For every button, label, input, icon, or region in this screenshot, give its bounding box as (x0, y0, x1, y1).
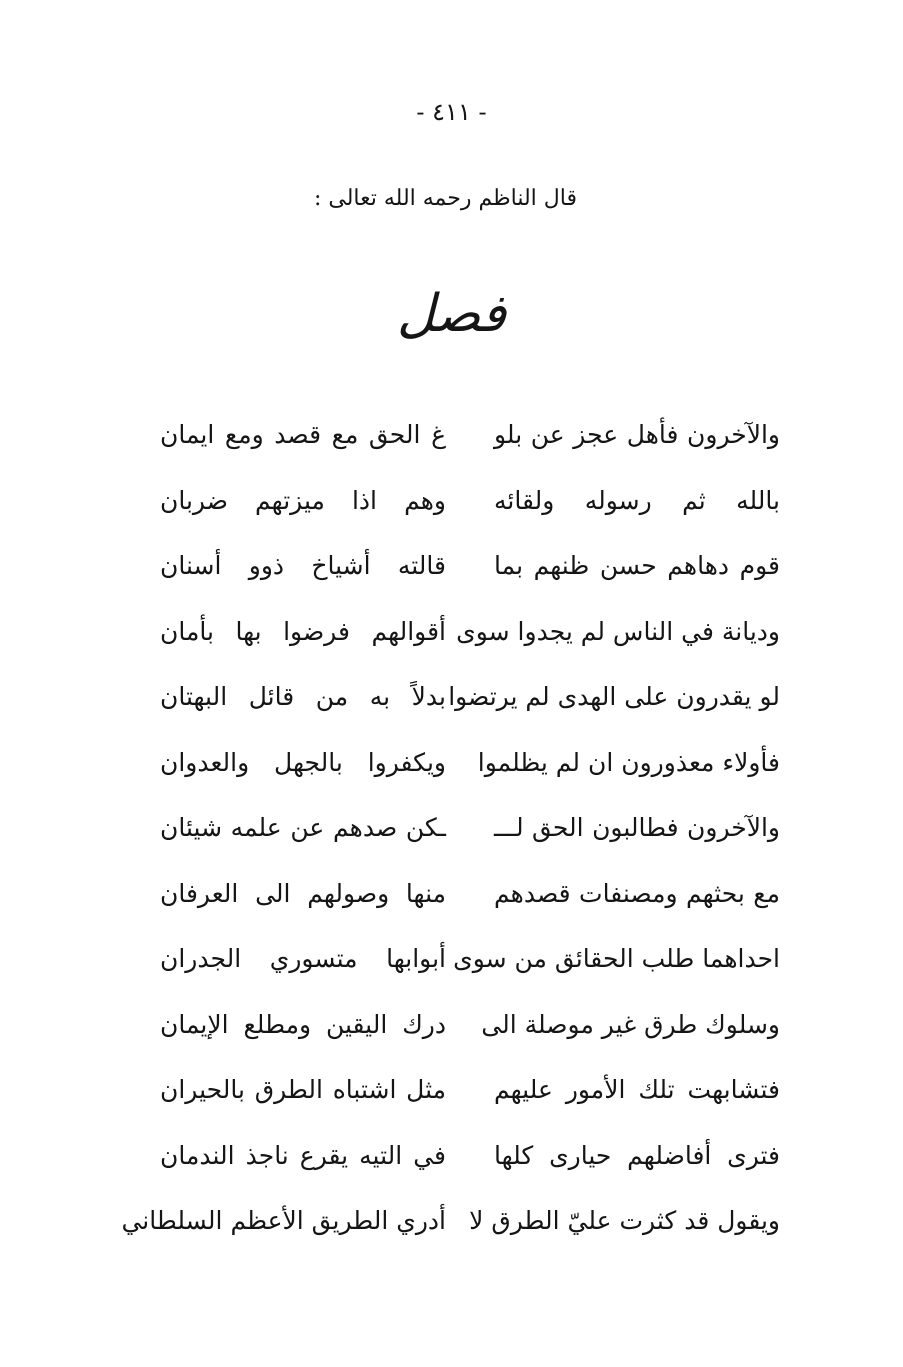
verse-first-hemistich: احداهما طلب الحقائق من سوى (453, 944, 780, 974)
verse-first-hemistich: فترى أفاضلهم حيارى كلها (494, 1140, 780, 1170)
poem (121, 402, 780, 1254)
verse (160, 402, 780, 468)
verse (160, 926, 780, 992)
verse-second-hemistich: بدلاً به من قائل البهتان (160, 682, 446, 712)
verse (160, 468, 780, 534)
page-number: - ٤١١ - (416, 98, 487, 126)
verse-second-hemistich: وهم اذا ميزتهم ضربان (160, 485, 446, 515)
verse-first-hemistich: وسلوك طرق غير موصلة الى (481, 1009, 780, 1039)
verse (160, 730, 780, 796)
verse-first-hemistich: والآخرون فأهل عجز عن بلو (494, 420, 780, 450)
verse-second-hemistich: ويكفروا بالجهل والعدوان (160, 747, 446, 777)
verse-second-hemistich: مثل اشتباه الطرق بالحيران (160, 1075, 446, 1105)
verse-first-hemistich: قوم دهاهم حسن ظنهم بما (494, 551, 780, 581)
verse-second-hemistich: قالته أشياخ ذوو أسنان (160, 551, 446, 581)
verse-first-hemistich: مع بحثهم ومصنفات قصدهم (494, 878, 780, 908)
verse-second-hemistich: درك اليقين ومطلع الإيمان (160, 1009, 446, 1039)
verse-second-hemistich: ـكن صدهم عن علمه شيئان (160, 813, 446, 843)
verse (160, 861, 780, 927)
verse (160, 664, 780, 730)
verse-first-hemistich: بالله ثم رسوله ولقائه (494, 485, 780, 515)
verse-first-hemistich: لو يقدرون على الهدى لم يرتضوا (448, 682, 780, 712)
verse-first-hemistich: ويقول قد كثرت عليّ الطرق لا (469, 1206, 780, 1236)
verse-second-hemistich: منها وصولهم الى العرفان (160, 878, 446, 908)
section-title: فصل (396, 284, 507, 344)
verse-second-hemistich: غ الحق مع قصد ومع ايمان (160, 420, 446, 450)
verse-first-hemistich: فأولاء معذورون ان لم يظلموا (477, 747, 780, 777)
verse (160, 1057, 780, 1123)
verse (160, 599, 780, 665)
verse-second-hemistich: أدري الطريق الأعظم السلطاني (121, 1206, 446, 1236)
verse (160, 533, 780, 599)
verse-first-hemistich: فتشابهت تلك الأمور عليهم (494, 1075, 780, 1105)
intro-line: قال الناظم رحمه الله تعالى : (313, 186, 577, 211)
verse (160, 1123, 780, 1189)
verse-second-hemistich: في التيه يقرع ناجذ الندمان (160, 1140, 446, 1170)
verse-first-hemistich: والآخرون فطالبون الحق لـــ (494, 813, 780, 843)
verse-second-hemistich: أبوابها متسوري الجدران (160, 944, 446, 974)
verse (160, 795, 780, 861)
verse (160, 992, 780, 1058)
verse (121, 1188, 780, 1254)
verse-second-hemistich: أقوالهم فرضوا بها بأمان (160, 616, 446, 646)
verse-first-hemistich: وديانة في الناس لم يجدوا سوى (456, 616, 780, 646)
